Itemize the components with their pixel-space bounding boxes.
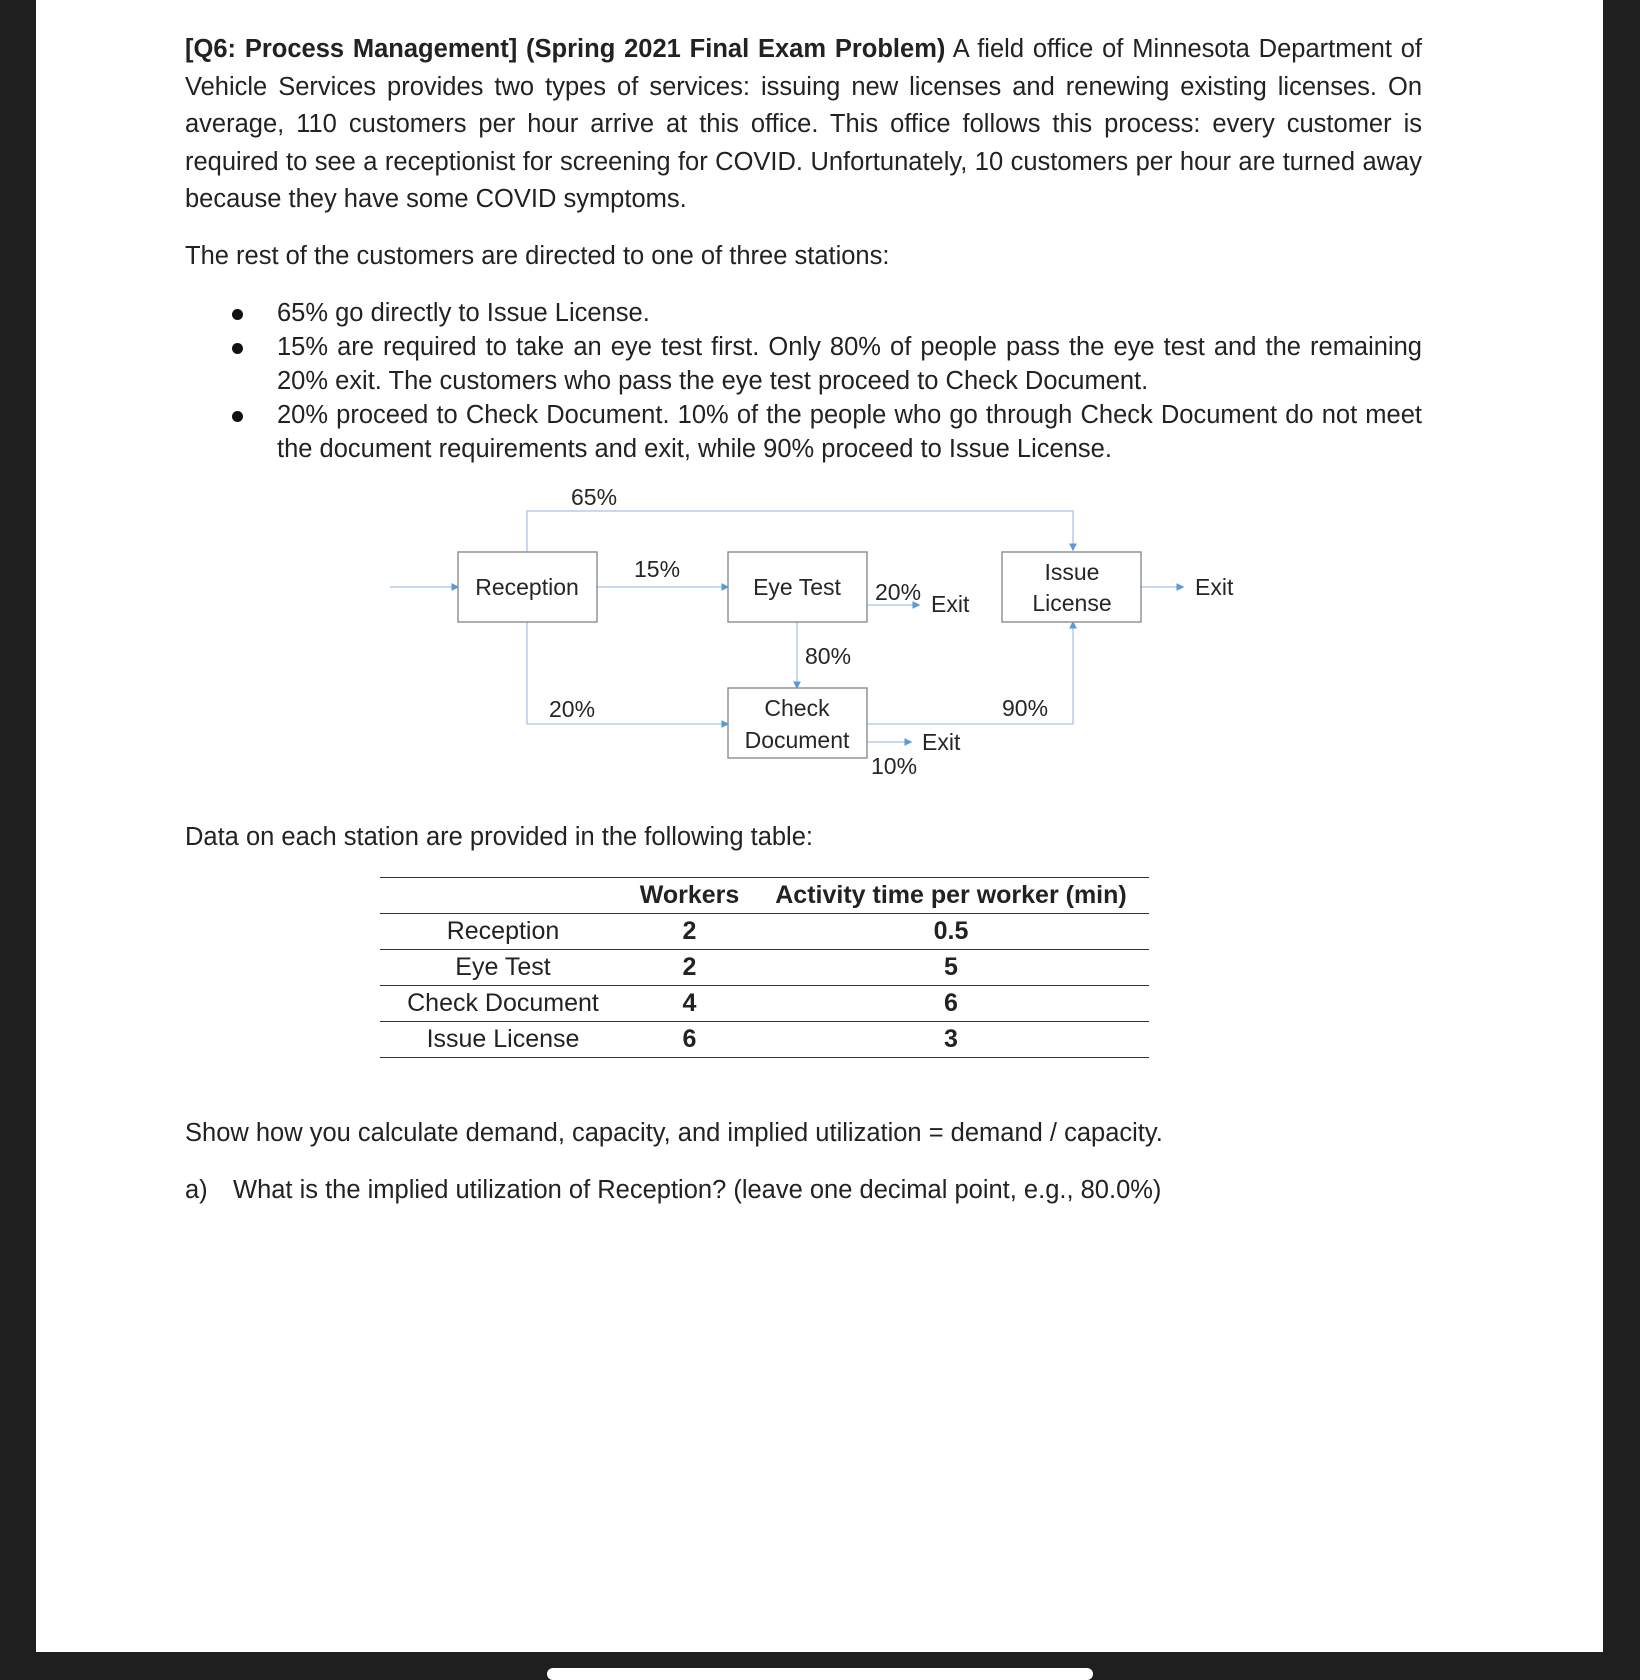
problem-intro-text: A field office of Minnesota Department of Vehicle Services provides two types of services: issuing new licenses and renewing existing licenses. On average, 110 customers per hour arrive at this office. This office follows this process: every customer is required to see a receptionist for screening for COVID. Unfortunately, 10 customers per hour are turned away because they have some COVID symptoms.: [185, 35, 1422, 213]
check-label-line1: Check: [764, 695, 830, 721]
check-pass-percent: 90%: [1002, 695, 1049, 721]
activity-time-value: 0.5: [753, 914, 1149, 950]
problem-intro: [185, 31, 1422, 219]
process-flow-diagram: [0, 480, 1640, 800]
check-exit-label: Exit: [922, 729, 961, 755]
workers-value: 2: [626, 914, 753, 950]
eye-test-label: Eye Test: [753, 574, 841, 600]
workers-value: 6: [626, 1022, 753, 1058]
eye-test-exit-label: Exit: [931, 591, 970, 617]
problem-heading: [Q6: Process Management] (Spring 2021 Final Exam Problem): [185, 35, 946, 63]
table-header-workers: Workers: [626, 878, 753, 914]
home-indicator-bar[interactable]: [547, 1668, 1093, 1680]
question-a-label: a): [185, 1176, 208, 1204]
activity-time-value: 5: [753, 950, 1149, 986]
table-intro: Data on each station are provided in the following table:: [185, 823, 813, 851]
table-header-row: [380, 878, 1149, 914]
workers-value: 4: [626, 986, 753, 1022]
to-eye-test-percent: 15%: [634, 556, 681, 582]
reception-label: Reception: [475, 574, 579, 600]
station-name: Eye Test: [380, 950, 626, 986]
table-header-station: [380, 878, 626, 914]
station-name: Check Document: [380, 986, 626, 1022]
reception-to-issue-arrow: [527, 511, 1073, 552]
table-row: [380, 986, 1149, 1022]
stations-list: [185, 296, 1422, 466]
eye-fail-percent: 20%: [875, 579, 922, 605]
issue-label-line2: License: [1032, 590, 1112, 616]
question-a: [185, 1172, 1161, 1210]
to-check-percent: 20%: [549, 696, 596, 722]
table-row: [380, 950, 1149, 986]
activity-time-value: 3: [753, 1022, 1149, 1058]
list-item: 65% go directly to Issue License.: [185, 296, 1422, 330]
check-fail-percent: 10%: [871, 753, 918, 779]
check-label-line2: Document: [744, 727, 850, 753]
table-row: [380, 914, 1149, 950]
list-item: 20% proceed to Check Document. 10% of the people who go through Check Document do not meet the document requirements and exit, while 90% proceed to Issue License.: [185, 398, 1422, 466]
table-header-activity-time: Activity time per worker (min): [753, 878, 1149, 914]
stations-intro: The rest of the customers are directed to one of three stations:: [185, 242, 890, 270]
activity-time-value: 6: [753, 986, 1149, 1022]
issue-label-line1: Issue: [1044, 559, 1100, 585]
station-name: Reception: [380, 914, 626, 950]
question-a-text: What is the implied utilization of Reception? (leave one decimal point, e.g., 80.0%): [233, 1176, 1162, 1204]
eye-pass-percent: 80%: [805, 643, 852, 669]
station-name: Issue License: [380, 1022, 626, 1058]
list-item: 15% are required to take an eye test first. Only 80% of people pass the eye test and the remaining 20% exit. The customers who pass the eye test proceed to Check Document.: [185, 330, 1422, 398]
direct-issue-percent: 65%: [571, 484, 618, 510]
workers-value: 2: [626, 950, 753, 986]
table-row: [380, 1022, 1149, 1058]
station-data-table: [380, 877, 1149, 1058]
issue-exit-label: Exit: [1195, 574, 1234, 600]
instructions-text: Show how you calculate demand, capacity, and implied utilization = demand / capacity.: [185, 1119, 1163, 1147]
